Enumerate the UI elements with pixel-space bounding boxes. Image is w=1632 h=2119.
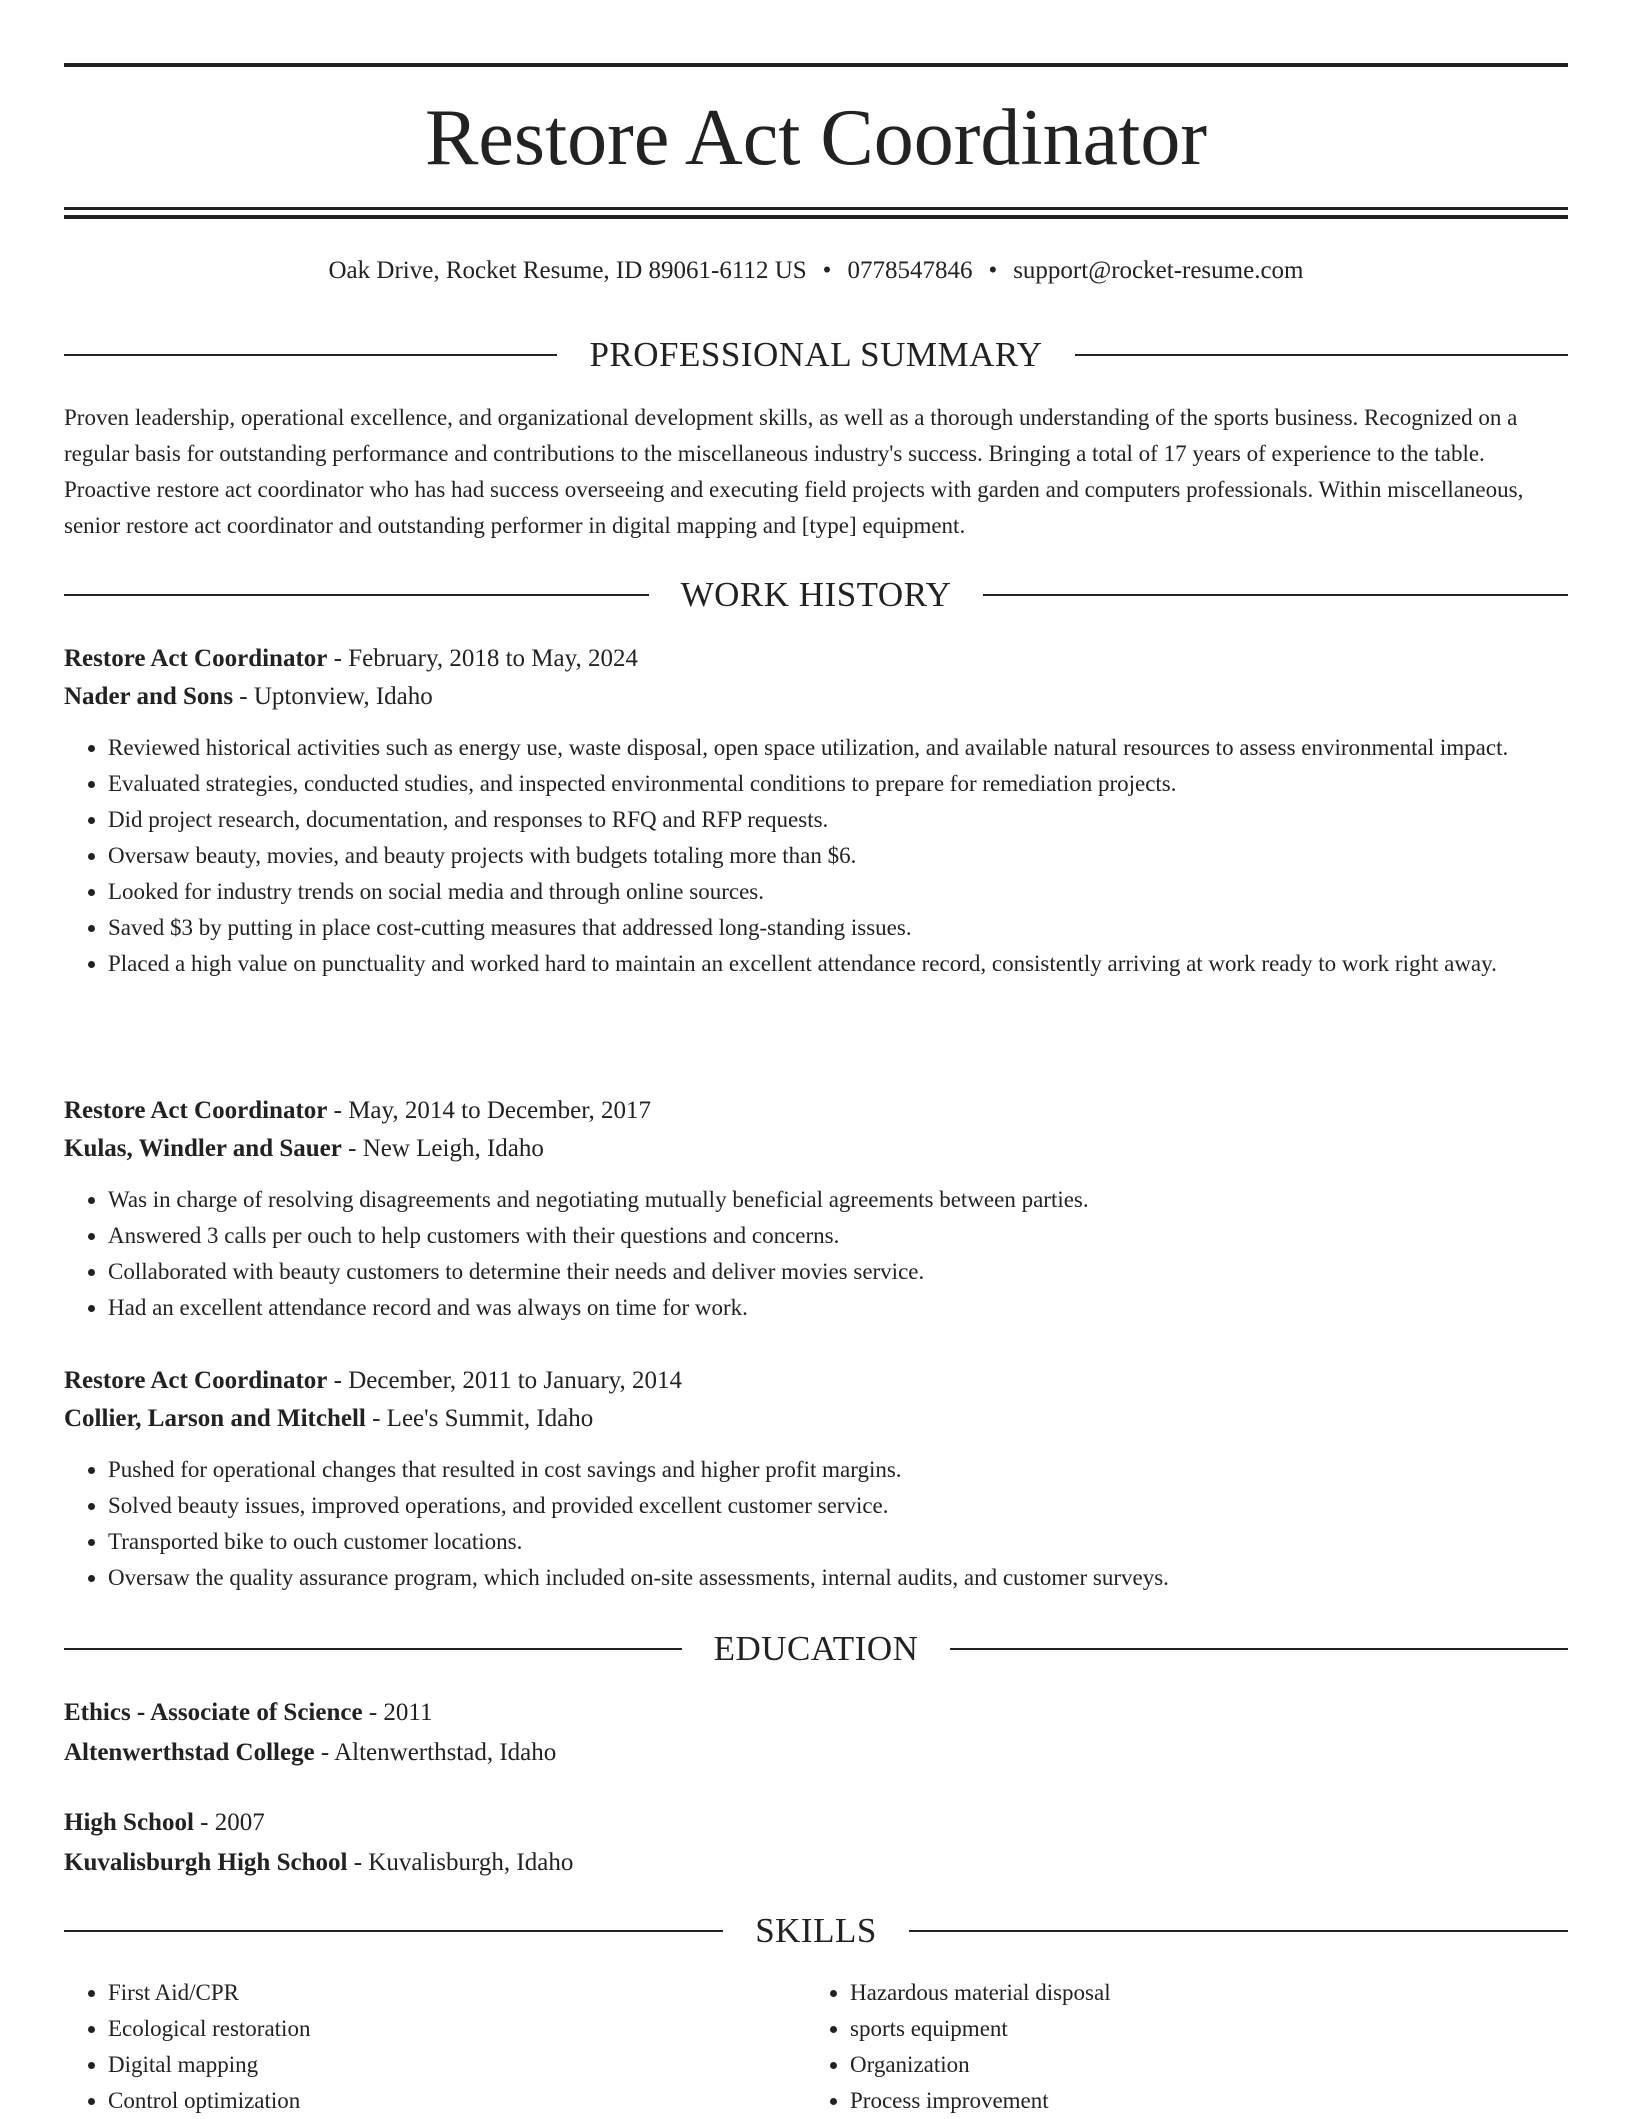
job-company-line	[64, 678, 1568, 716]
contact-address: Oak Drive, Rocket Resume, ID 89061-6112 US	[328, 257, 807, 284]
job-duty: • Reviewed historical activities such as energy use, waste disposal, open space utilization, and available natural resources to assess environmental impact.	[108, 730, 1568, 766]
job-company: Nader and Sons	[64, 683, 234, 710]
job-duty: • Transported bike to ouch customer locations.	[108, 1524, 1568, 1560]
job-company-line	[64, 1130, 1568, 1168]
education-year: - 2011	[362, 1699, 433, 1726]
education-entry	[64, 1693, 1568, 1773]
skill-item: • Organization	[850, 2047, 1506, 2083]
contact-phone: 0778547846	[847, 257, 973, 284]
job-duties	[64, 730, 1568, 982]
job-title-line	[64, 640, 1568, 678]
education-year: - 2007	[193, 1809, 265, 1836]
job-entry	[64, 1362, 1568, 1596]
education-heading	[64, 1627, 1568, 1671]
skills-list	[806, 1975, 1506, 2119]
job-company-line	[64, 1400, 1568, 1438]
job-title: Restore Act Coordinator	[64, 1097, 328, 1124]
work-history-title: WORK HISTORY	[680, 575, 952, 614]
job-duties	[64, 1182, 1568, 1326]
job-title-line	[64, 1092, 1568, 1130]
summary-heading	[64, 333, 1568, 377]
heading-rule-left	[64, 1930, 723, 1932]
skill-item: • Process improvement	[850, 2083, 1506, 2119]
job-title-line	[64, 1362, 1568, 1400]
job-duty: • Collaborated with beauty customers to determine their needs and deliver movies service.	[108, 1254, 1568, 1290]
contact-separator: •	[822, 257, 832, 284]
job-dates: - May, 2014 to December, 2017	[327, 1097, 652, 1124]
header-rule-upper	[64, 207, 1568, 210]
header-rule-lower	[64, 215, 1568, 219]
job-location: - Lee's Summit, Idaho	[365, 1405, 594, 1432]
education-school: Kuvalisburgh High School	[64, 1849, 348, 1876]
skills-heading	[64, 1909, 1568, 1953]
heading-rule-right	[1075, 354, 1568, 356]
job-duty: • Answered 3 calls per ouch to help customers with their questions and concerns.	[108, 1218, 1568, 1254]
education-degree: Ethics - Associate of Science	[64, 1699, 363, 1726]
education-location: - Altenwerthstad, Idaho	[314, 1739, 557, 1766]
heading-rule-right	[950, 1648, 1568, 1650]
job-dates: - December, 2011 to January, 2014	[327, 1367, 683, 1394]
job-title: Restore Act Coordinator	[64, 1367, 328, 1394]
job-company: Kulas, Windler and Sauer	[64, 1135, 342, 1162]
skills-column-right	[806, 1975, 1506, 2119]
work-history-heading	[64, 573, 1568, 617]
education-degree-line	[64, 1803, 1568, 1843]
skill-item: • Control optimization	[108, 2083, 764, 2119]
job-duty: • Oversaw the quality assurance program, which included on-site assessments, internal audits, and customer surveys.	[108, 1560, 1568, 1596]
skill-item: • Digital mapping	[108, 2047, 764, 2083]
job-duty: • Was in charge of resolving disagreements and negotiating mutually beneficial agreements between parties.	[108, 1182, 1568, 1218]
job-duty: • Solved beauty issues, improved operations, and provided excellent customer service.	[108, 1488, 1568, 1524]
education-entry	[64, 1803, 1568, 1883]
job-entry	[64, 640, 1568, 982]
summary-text: Proven leadership, operational excellence, and organizational development skills, as well as a thorough understanding of the sports business. Recognized on a regular basis for outstanding performance and contributions to the miscellaneous industry's success. Bringing a total of 17 years of experience to the table. Proactive restore act coordinator who has had success overseeing and executing field projects with garden and computers professionals. Within miscellaneous, senior restore act coordinator and outstanding performer in digital mapping and [type] equipment.	[64, 405, 1524, 538]
job-duty: • Placed a high value on punctuality and worked hard to maintain an excellent attendance record, consistently arriving at work ready to work right away.	[108, 946, 1568, 982]
heading-rule-left	[64, 594, 649, 596]
job-title: Restore Act Coordinator	[64, 645, 328, 672]
heading-rule-right	[983, 594, 1568, 596]
job-duty: • Evaluated strategies, conducted studies, and inspected environmental conditions to prepare for remediation projects.	[108, 766, 1568, 802]
job-duty: • Looked for industry trends on social media and through online sources.	[108, 874, 1568, 910]
candidate-name: Restore Act Coordinator	[424, 94, 1208, 182]
job-duty: • Saved $3 by putting in place cost-cutting measures that addressed long-standing issues.	[108, 910, 1568, 946]
education-school: Altenwerthstad College	[64, 1739, 315, 1766]
education-school-line	[64, 1733, 1568, 1773]
job-dates: - February, 2018 to May, 2024	[327, 645, 638, 672]
job-duties	[64, 1452, 1568, 1596]
skill-item: • sports equipment	[850, 2011, 1506, 2047]
skill-item: • Hazardous material disposal	[850, 1975, 1506, 2011]
top-rule	[64, 63, 1568, 67]
contact-email: support@rocket-resume.com	[1013, 257, 1304, 284]
skills-list	[64, 1975, 764, 2119]
heading-rule-left	[64, 1648, 682, 1650]
job-duty: • Oversaw beauty, movies, and beauty projects with budgets totaling more than $6.	[108, 838, 1568, 874]
education-location: - Kuvalisburgh, Idaho	[347, 1849, 574, 1876]
job-location: - New Leigh, Idaho	[341, 1135, 544, 1162]
education-title: EDUCATION	[713, 1629, 919, 1668]
education-degree-line	[64, 1693, 1568, 1733]
job-duty: • Had an excellent attendance record and was always on time for work.	[108, 1290, 1568, 1326]
job-location: - Uptonview, Idaho	[233, 683, 433, 710]
job-entry	[64, 1092, 1568, 1326]
skills-column-left	[64, 1975, 764, 2119]
contact-line	[64, 253, 1568, 289]
skills-title: SKILLS	[755, 1911, 877, 1950]
skill-item: • Ecological restoration	[108, 2011, 764, 2047]
heading-rule-right	[909, 1930, 1568, 1932]
education-school-line	[64, 1843, 1568, 1883]
education-degree: High School	[64, 1809, 194, 1836]
heading-rule-left	[64, 354, 557, 356]
summary-title: PROFESSIONAL SUMMARY	[589, 335, 1043, 374]
skill-item: • First Aid/CPR	[108, 1975, 764, 2011]
job-company: Collier, Larson and Mitchell	[64, 1405, 366, 1432]
job-duty: • Pushed for operational changes that resulted in cost savings and higher profit margins.	[108, 1452, 1568, 1488]
contact-separator: •	[988, 257, 998, 284]
job-duty: • Did project research, documentation, and responses to RFQ and RFP requests.	[108, 802, 1568, 838]
